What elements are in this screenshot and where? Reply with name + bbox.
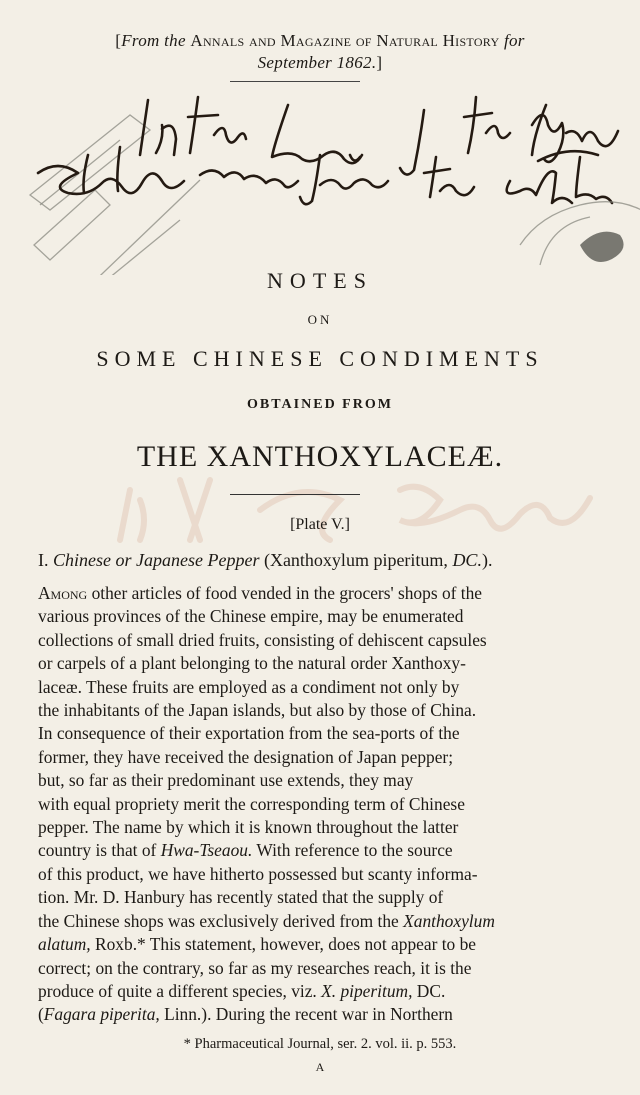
body-line-it: alatum, bbox=[38, 934, 91, 955]
citation-for: for bbox=[503, 31, 525, 50]
body-line bbox=[38, 629, 610, 652]
body-text bbox=[38, 582, 610, 1027]
body-line-text: former, they have received the designation of Japan pepper; bbox=[38, 746, 454, 767]
body-line bbox=[38, 980, 610, 1003]
section-authority: DC. bbox=[452, 550, 482, 570]
body-line-text: or carpels of a plant belonging to the natural order Xanthoxy- bbox=[38, 653, 466, 674]
body-line bbox=[38, 910, 610, 933]
library-stamp-right bbox=[520, 202, 640, 265]
body-line bbox=[38, 699, 610, 722]
body-line bbox=[38, 793, 610, 816]
body-line-text: collections of small dried fruits, consisting of dehiscent capsules bbox=[38, 629, 487, 650]
title-family: THE XANTHOXYLACEÆ. bbox=[136, 440, 504, 473]
citation-underline bbox=[230, 81, 360, 82]
body-line bbox=[38, 722, 610, 745]
body-line-it: X. piperitum, bbox=[321, 980, 413, 1001]
body-line-text: correct; on the contrary, so far as my researches reach, it is the bbox=[38, 957, 472, 978]
body-line-pre: the Chinese shops was exclusively derived from the bbox=[38, 910, 404, 931]
body-line-text: various provinces of the Chinese empire, may be enumerated bbox=[38, 606, 464, 627]
body-line bbox=[38, 886, 610, 909]
citation-date: September 1862. bbox=[257, 53, 377, 72]
body-line bbox=[38, 863, 610, 886]
library-stamp-left bbox=[30, 115, 200, 275]
body-line bbox=[38, 652, 610, 675]
title-main: SOME CHINESE CONDIMENTS bbox=[96, 346, 544, 371]
body-line bbox=[38, 839, 610, 862]
body-line-pre: country is that of bbox=[38, 840, 161, 861]
body-line bbox=[38, 746, 610, 769]
body-line-post: DC. bbox=[412, 980, 446, 1001]
citation-from: From the bbox=[121, 31, 186, 50]
body-line bbox=[38, 582, 610, 605]
handwritten-inscription bbox=[0, 95, 640, 275]
section-number: I. bbox=[38, 550, 49, 570]
body-line-pre: produce of quite a different species, viz. bbox=[38, 980, 322, 1001]
body-line-text: with equal propriety merit the corresponding term of Chinese bbox=[38, 793, 465, 814]
section-title: Chinese or Japanese Pepper bbox=[53, 550, 260, 570]
body-line-rest: other articles of food vended in the grocers' shops of the bbox=[87, 583, 483, 603]
body-line-text: tion. Mr. D. Hanbury has recently stated that the supply of bbox=[38, 887, 444, 908]
footnote: * Pharmaceutical Journal, ser. 2. vol. ii. p. 553. bbox=[183, 1036, 457, 1052]
body-line-post: With reference to the source bbox=[252, 840, 453, 861]
body-line-text: the inhabitants of the Japan islands, but also by those of China. bbox=[38, 700, 477, 721]
body-line bbox=[38, 957, 610, 980]
body-line-it: Xanthoxylum bbox=[403, 910, 495, 931]
section-species: (Xanthoxylum piperitum, bbox=[263, 550, 448, 570]
title-obtained-from: OBTAINED FROM bbox=[247, 397, 393, 412]
body-line bbox=[38, 605, 610, 628]
body-line-it: Hwa-Tseaou. bbox=[160, 840, 253, 861]
body-line bbox=[38, 676, 610, 699]
title-notes: NOTES bbox=[267, 268, 373, 293]
body-line-post: Roxb.* This statement, however, does not appear to be bbox=[90, 934, 477, 955]
journal-citation: [From the Annals and Magazine of Natural History for September 1862.] bbox=[115, 31, 525, 72]
body-line bbox=[38, 769, 610, 792]
title-rule bbox=[230, 494, 360, 495]
body-line-post: Linn.). During the recent war in Northern bbox=[159, 1004, 453, 1025]
body-line-pre: ( bbox=[38, 1004, 44, 1025]
body-line-it: Fagara piperita, bbox=[43, 1004, 160, 1025]
body-line-text: pepper. The name by which it is known throughout the latter bbox=[38, 817, 459, 838]
title-on: ON bbox=[307, 312, 333, 327]
plate-reference: [Plate V.] bbox=[290, 516, 350, 533]
body-line-text: but, so far as their predominant use extends, they may bbox=[38, 770, 414, 791]
body-line bbox=[38, 816, 610, 839]
body-line-text: laceæ. These fruits are employed as a condiment not only by bbox=[38, 676, 460, 697]
section-heading bbox=[38, 548, 618, 572]
signature-mark: A bbox=[315, 1060, 325, 1074]
body-line bbox=[38, 933, 610, 956]
body-line-sc: Among bbox=[38, 583, 88, 603]
body-line-text: In consequence of their exportation from the sea-ports of the bbox=[38, 723, 460, 744]
section-close: ). bbox=[481, 550, 493, 570]
citation-journal: Annals and Magazine of Natural History bbox=[190, 31, 500, 50]
body-line bbox=[38, 1003, 610, 1026]
body-line-text: of this product, we have hitherto possessed but scanty informa- bbox=[38, 863, 478, 884]
pencil-author-note bbox=[0, 470, 640, 550]
